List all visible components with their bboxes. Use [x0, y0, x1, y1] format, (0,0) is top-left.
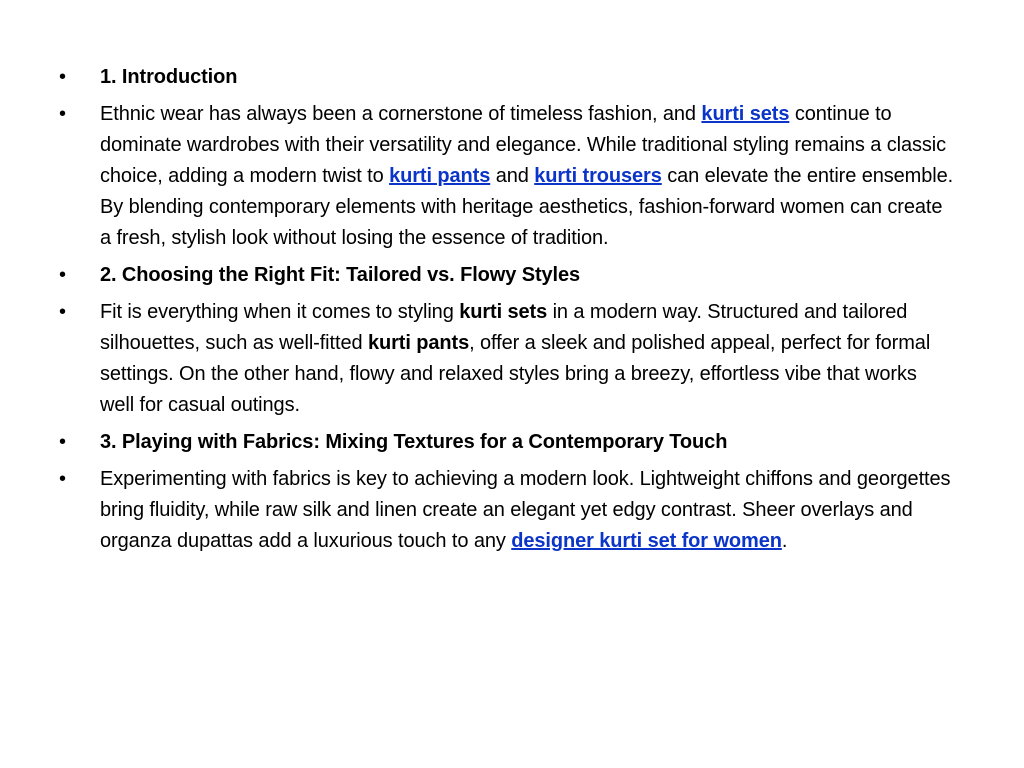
bullet-marker: •: [59, 468, 66, 490]
section-heading: [56, 260, 956, 291]
link-kurti-pants[interactable]: kurti pants: [389, 165, 491, 187]
text-run: can elevate the entire ensemble. By blending contemporary elements with heritage aesthetics, fashion-forward women can create a fresh, stylish look without losing the essence of tradition.: [100, 165, 954, 249]
heading-text: 3. Playing with Fabrics: Mixing Textures for a Contemporary Touch: [100, 431, 728, 453]
bullet-marker: •: [59, 264, 66, 286]
bullet-marker: •: [59, 301, 66, 323]
bold-text: kurti pants: [367, 332, 470, 354]
body-paragraph: [56, 464, 956, 557]
heading-text: 2. Choosing the Right Fit: Tailored vs. Flowy Styles: [100, 264, 581, 286]
body-paragraph: [56, 297, 956, 421]
link-kurti-sets[interactable]: kurti sets: [701, 103, 790, 125]
link-kurti-trousers[interactable]: kurti trousers: [534, 165, 662, 187]
text-run: , offer a sleek and polished appeal, perfect for formal settings. On the other hand, flowy and relaxed styles bring a breezy, effortless vibe that works well for casual outings.: [100, 332, 931, 416]
bold-text: kurti sets: [459, 301, 548, 323]
heading-text: 1. Introduction: [100, 66, 238, 88]
link-designer-kurti-set-for-women[interactable]: designer kurti set for women: [511, 530, 782, 552]
text-run: Ethnic wear has always been a cornerstone of timeless fashion, and: [100, 103, 702, 125]
text-run: continue to dominate wardrobes with their versatility and elegance. While traditional styling remains a classic choice, adding a modern twist to: [100, 103, 947, 187]
bullet-marker: •: [59, 103, 66, 125]
section-heading: [56, 427, 956, 458]
bullet-marker: •: [59, 66, 66, 88]
bullet-list: [56, 62, 956, 563]
section-heading: [56, 62, 956, 93]
text-run: .: [781, 530, 788, 552]
text-run: Fit is everything when it comes to styling: [100, 301, 460, 323]
text-run: Experimenting with fabrics is key to achieving a modern look. Lightweight chiffons and georgettes bring fluidity, while raw silk and linen create an elegant yet edgy contrast. Sheer overlays and organza dupattas add a luxurious touch to any: [100, 468, 951, 552]
text-run: in a modern way. Structured and tailored silhouettes, such as well-fitted: [100, 301, 908, 354]
body-paragraph: [56, 99, 956, 254]
bullet-marker: •: [59, 431, 66, 453]
text-run: and: [490, 165, 535, 187]
